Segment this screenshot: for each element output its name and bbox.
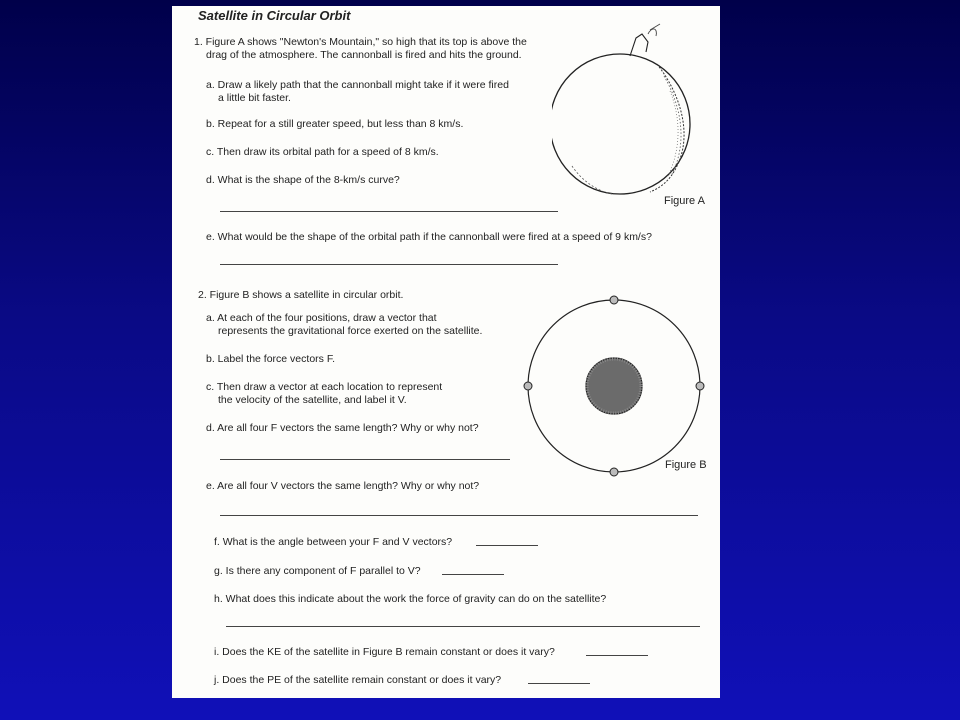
q1-intro-line2: drag of the atmosphere. The cannonball is fired and hits the ground. — [206, 49, 522, 61]
satellite-left — [524, 382, 532, 390]
newtons-mountain — [630, 34, 648, 56]
q2c-line1: c. Then draw a vector at each location to represent — [206, 381, 443, 393]
q2j-answer-line — [528, 683, 590, 684]
q2g-text: g. Is there any component of F parallel to V? — [214, 565, 421, 577]
q2h-answer-line — [226, 626, 700, 627]
q2b-text: b. Label the force vectors F. — [206, 353, 335, 365]
figure-a-earth-diagram — [552, 16, 712, 221]
figure-a-label: Figure A — [664, 195, 705, 207]
q1d-text: d. What is the shape of the 8-km/s curve? — [206, 174, 400, 186]
q2j-text: j. Does the PE of the satellite remain constant or does it vary? — [214, 674, 502, 686]
q2c-line2: the velocity of the satellite, and label it V. — [218, 394, 407, 406]
worksheet-title: Satellite in Circular Orbit — [198, 8, 351, 23]
q2d-text: d. Are all four F vectors the same length? Why or why not? — [206, 422, 479, 434]
q2g-answer-line — [442, 574, 504, 575]
worksheet-page — [172, 6, 720, 698]
q2i-text: i. Does the KE of the satellite in Figure B remain constant or does it vary? — [214, 646, 555, 658]
q2f-text: f. What is the angle between your F and V vectors? — [214, 536, 453, 548]
q2-intro: 2. Figure B shows a satellite in circular orbit. — [198, 289, 404, 301]
q2d-answer-line — [220, 459, 510, 460]
figure-b-orbit-diagram — [520, 292, 710, 482]
q2i-answer-line — [586, 655, 648, 656]
q2a-line2: represents the gravitational force exerted on the satellite. — [218, 325, 483, 337]
q1a-line2: a little bit faster. — [218, 92, 291, 104]
q1b-text: b. Repeat for a still greater speed, but less than 8 km/s. — [206, 118, 464, 130]
satellite-right — [696, 382, 704, 390]
satellite-bottom — [610, 468, 618, 476]
earth-shading — [650, 64, 684, 192]
q2h-text: h. What does this indicate about the work the force of gravity can do on the satellite? — [214, 593, 607, 605]
q1a-line1: a. Draw a likely path that the cannonball might take if it were fired — [206, 79, 509, 91]
q2e-text: e. Are all four V vectors the same length? Why or why not? — [206, 480, 480, 492]
figure-b-label: Figure B — [665, 459, 707, 471]
q2e-answer-line — [220, 515, 698, 516]
cannon — [648, 29, 656, 36]
q1c-text: c. Then draw its orbital path for a speed of 8 km/s. — [206, 146, 439, 158]
q2f-answer-line — [476, 545, 538, 546]
q1-intro-line1: 1. Figure A shows "Newton's Mountain," so high that its top is above the — [194, 36, 527, 48]
q2a-line1: a. At each of the four positions, draw a vector that — [206, 312, 437, 324]
q1e-answer-line — [220, 264, 558, 265]
satellite-top — [610, 296, 618, 304]
q1d-answer-line — [220, 211, 558, 212]
q1e-text: e. What would be the shape of the orbital path if the cannonball were fired at a speed of 9 km/s? — [206, 231, 652, 243]
